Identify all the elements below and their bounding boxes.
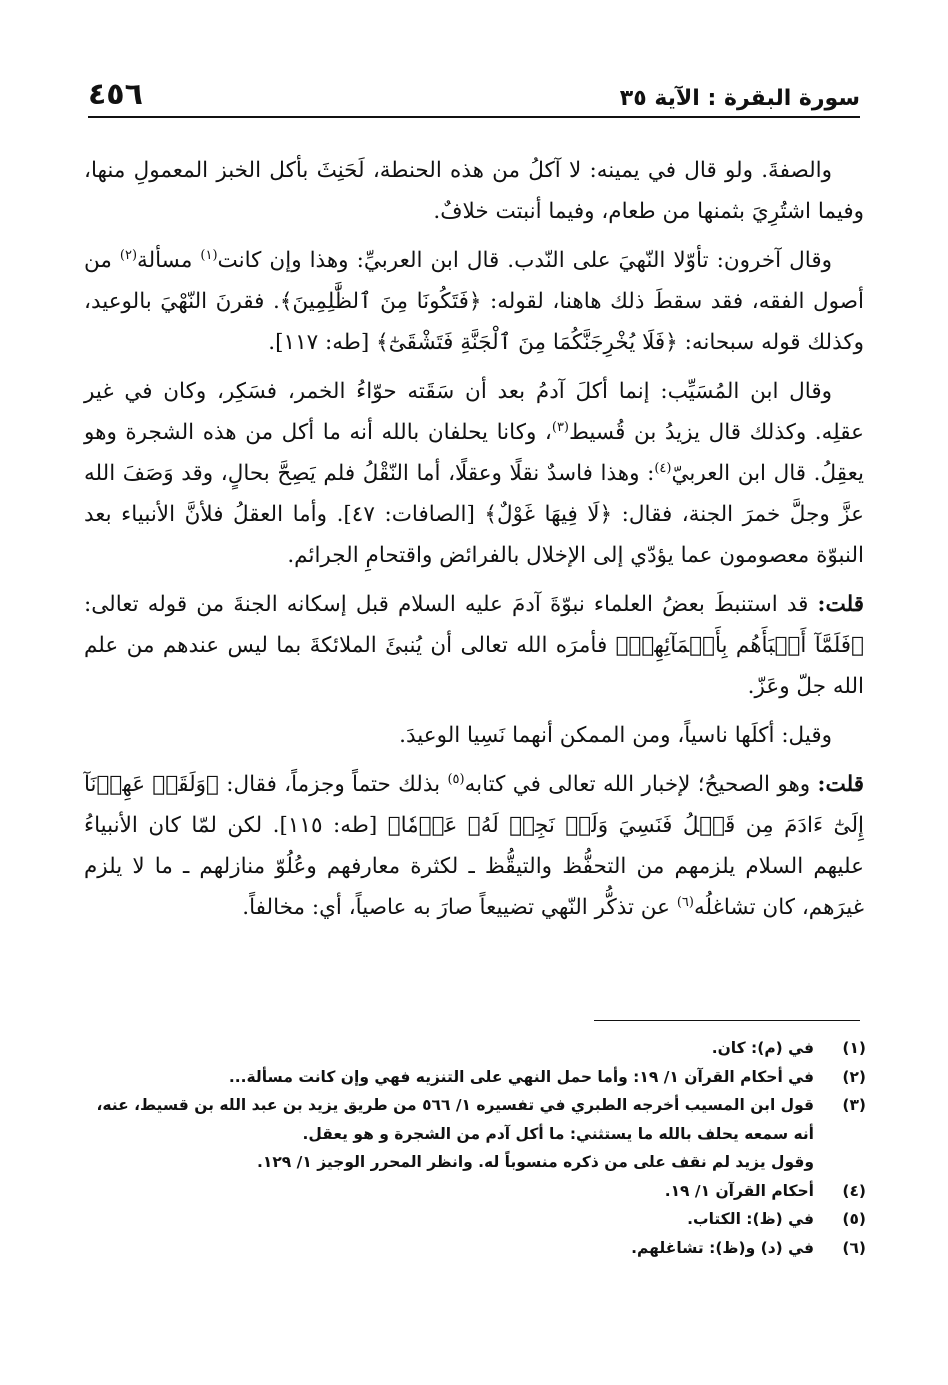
paragraph xyxy=(84,371,864,576)
surah-title: سورة البقرة : الآية ٣٥ xyxy=(619,86,860,111)
footnote-number: (٤) xyxy=(842,1181,866,1200)
footnote-number: (١) xyxy=(842,1039,866,1057)
footnotes xyxy=(84,1034,866,1262)
footnote-text: أحكام القرآن ١/ ١٩. xyxy=(664,1181,814,1200)
footnote-ref[interactable]: (٥) xyxy=(447,771,465,787)
footnote-ref[interactable]: (٦) xyxy=(676,894,694,910)
footnote-text: وقول يزيد لم نقف على من ذكره منسوباً له. وانظر المحرر الوجيز ١/ ١٢٩. xyxy=(257,1153,814,1171)
paragraph-text: وقال ابن المُسَيِّب: إنما أكلَ آدمُ بعد أن سَقَته حوّاءُ الخمر، فسَكِر، وكان في غير عقلِه. وكذلك قال يزيدُ بن قُسيط xyxy=(84,379,864,445)
paragraph xyxy=(84,150,864,232)
qultu-label: قلت: xyxy=(817,592,864,617)
paragraph xyxy=(84,240,864,363)
footnote-separator xyxy=(594,1020,860,1021)
paragraph-text: من أصول الفقه، فقد سقطَ ذلك هاهنا، لقوله: ﴿فَتَكُونَا مِنَ ٱلظَّٰلِمِينَ﴾. فقرنَ النّهْيَ بالوعيد، وكذلك قوله سبحانه: ﴿فَلَا يُخْرِجَنَّكُمَا مِنَ ٱلْجَنَّةِ فَتَشْقَىٰٓ﴾ [طه: ١١٧]. xyxy=(84,248,864,355)
footnote-ref[interactable]: (٤) xyxy=(654,460,672,476)
footnote-text: في أحكام القرآن ١/ ١٩: وأما حمل النهي على التنزيه فهي وإن كانت مسألة... xyxy=(228,1067,814,1086)
footnote xyxy=(84,1234,866,1263)
footnote-ref[interactable]: (٢) xyxy=(119,247,138,263)
footnote-ref[interactable]: (٣) xyxy=(551,419,569,435)
paragraph-text: مسألة xyxy=(137,248,201,273)
footnote-number: (٣) xyxy=(842,1096,866,1114)
footnote-number: (٢) xyxy=(842,1067,866,1086)
footnote xyxy=(84,1091,866,1177)
footnote xyxy=(84,1063,866,1092)
footnote-text: في (ظ): الكتاب. xyxy=(687,1210,814,1228)
paragraph-text: قد استنبطَ بعضُ العلماء نبوّةَ آدمَ عليه السلام قبل إسكانه الجنةَ من قوله تعالى: ﴿فَلَمَّآ أَنۢبَأَهُم بِأَسۡمَآئِهِمۡ﴾ فأمرَه الله تعالى أن يُنبئَ الملائكةَ بما ليس عندهم من علم الله جلّ وعَزّ. xyxy=(84,592,864,699)
paragraph-text: وقيل: أكلَها ناسياً، ومن الممكن أنهما نَسِيا الوعيدَ. xyxy=(399,723,832,748)
footnote-text: قول ابن المسيب أخرجه الطبري في تفسيره ١/ ٥٦٦ من طريق يزيد بن عبد الله بن قسيط، عنه، أنه سمعه يحلف بالله ما يستثني: ما أكل آدم من الشجرة و هو يعقل. xyxy=(96,1096,814,1143)
page-number: ٤٥٦ xyxy=(88,77,143,112)
paragraph xyxy=(84,764,864,928)
footnote-number: (٦) xyxy=(842,1238,866,1257)
page-header xyxy=(88,74,860,118)
paragraph-text: ، وكانا يحلفان بالله أنه ما أكل من هذه الشجرة وهو يعقِلُ. قال ابن العربيّ xyxy=(84,420,864,486)
paragraph-text: والصفةَ. ولو قال في يمينه: لا آكلُ من هذه الحنطة، لَحَنِثَ بأكل الخبز المعمولِ منها، وفيما اشتُرِيَ بثمنها من طعام، وفيما أنبتت خلافٌ. xyxy=(84,158,864,224)
paragraph-text: عن تذكُّر النّهي تضييعاً صارَ به عاصياً، أي: مخالفاً. xyxy=(242,895,677,920)
paragraph-text: بذلك حتماً وجزماً، فقال: ﴿وَلَقَدۡ عَهِدۡنَآ إِلَىٰٓ ءَادَمَ مِن قَبۡلُ فَنَسِيَ وَلَمۡ نَجِدۡ لَهُۥ عَزۡمٗا﴾ [طه: ١١٥]. لكن لمّا كان الأنبياءُ عليهم السلام يلزمهم من التحفُّظ والتيقُّظ ـ لكثرة معارفهم وعُلُوّ منازلهم ـ ما لا يلزم غيرَهم، كان تشاغلُه xyxy=(84,772,865,920)
paragraph xyxy=(84,584,864,707)
paragraph-text: : وهذا فاسدٌ نقلًا وعقلًا، أما النّقْلُ فلم يَصِحَّ بحالٍ، وقد وَصَفَ الله عزَّ وجلَّ خمرَ الجنة، فقال: ﴿لَا فِيهَا غَوْلٌ﴾ [الصافات: ٤٧]. وأما العقلُ فلأنَّ الأنبياء بعد النبوّة معصومون عما يؤدّي إلى الإخلال بالفرائض واقتحامِ الجرائم. xyxy=(84,461,864,568)
paragraph-text: وقال آخرون: تأوّلا النّهيَ على النّدب. قال ابن العربيِّ: وهذا وإن كانت xyxy=(217,248,832,273)
footnote-text: في (م): كان. xyxy=(711,1039,814,1057)
footnote-text: في (د) و(ظ): تشاغلهم. xyxy=(631,1238,814,1257)
qultu-label: قلت: xyxy=(817,772,864,797)
main-text xyxy=(84,150,864,936)
footnote xyxy=(84,1177,866,1206)
paragraph-text: وهو الصحيحُ؛ لإخبار الله تعالى في كتابه xyxy=(464,772,818,797)
footnote-number: (٥) xyxy=(842,1210,866,1228)
footnote xyxy=(84,1205,866,1234)
footnote-ref[interactable]: (١) xyxy=(200,247,218,263)
paragraph xyxy=(84,715,864,756)
footnote-text-group xyxy=(84,1091,814,1177)
footnote xyxy=(84,1034,866,1063)
